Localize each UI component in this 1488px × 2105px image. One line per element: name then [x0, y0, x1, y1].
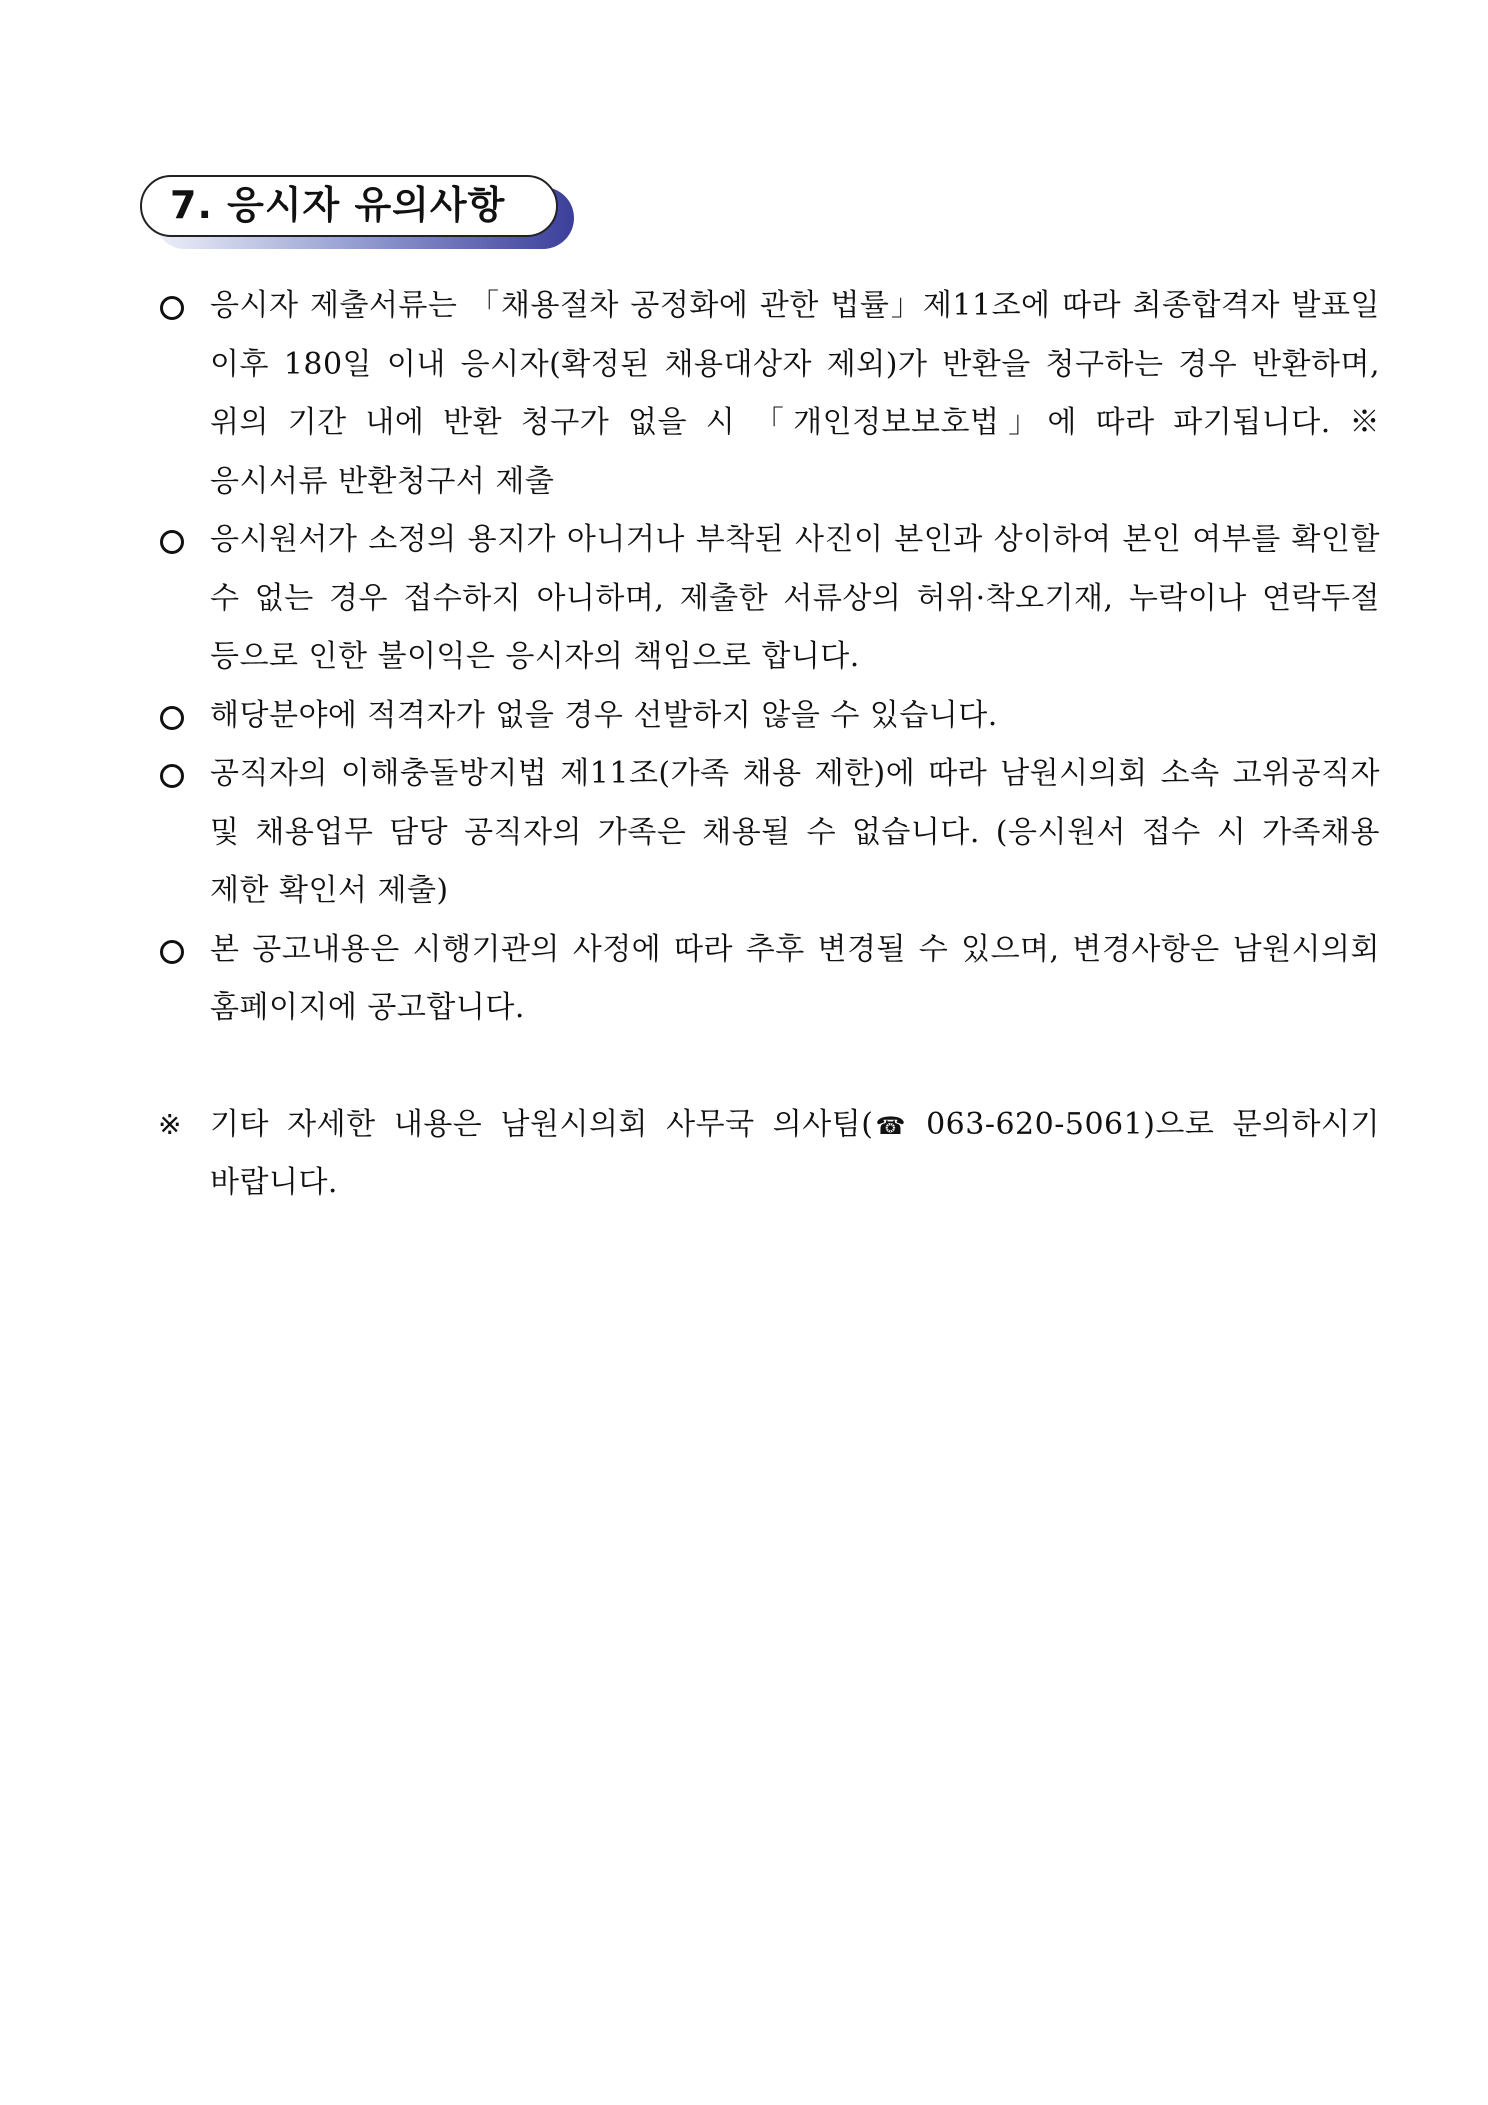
- reference-mark: ※: [158, 1107, 182, 1141]
- notice-list: [158, 277, 1380, 1213]
- circle-bullet-icon: [158, 687, 198, 751]
- list-item: [158, 687, 1380, 746]
- circle-bullet-icon: [158, 277, 198, 341]
- contact-note: [158, 1096, 1380, 1213]
- section-title: 7. 응시자 유의사항: [170, 183, 506, 227]
- list-item-text: 공직자의 이해충돌방지법 제11조(가족 채용 제한)에 따라 남원시의회 소속 고위공직자 및 채용업무 담당 공직자의 가족은 채용될 수 없습니다. (응시원서 접수 시 가족채용 제한 확인서 제출): [210, 756, 1380, 908]
- list-item-text: 해당분야에 적격자가 없을 경우 선발하지 않을 수 있습니다.: [210, 697, 998, 733]
- list-item: [158, 921, 1380, 1038]
- note-text-after: 063-620-5061)으로 문의하시기 바랍니다.: [210, 1106, 1380, 1200]
- circle-bullet-icon: [158, 745, 198, 809]
- note-text-before: 기타 자세한 내용은 남원시의회 사무국 의사팀(: [210, 1106, 874, 1142]
- circle-bullet-icon: [158, 921, 198, 985]
- list-item-text: 본 공고내용은 시행기관의 사정에 따라 추후 변경될 수 있으며, 변경사항은 남원시의회 홈페이지에 공고합니다.: [210, 931, 1380, 1025]
- circle-bullet-icon: [158, 511, 198, 575]
- list-item: [158, 745, 1380, 921]
- list-item-text: 응시원서가 소정의 용지가 아니거나 부착된 사진이 본인과 상이하여 본인 여부를 확인할 수 없는 경우 접수하지 아니하며, 제출한 서류상의 허위·착오기재, 누락이나 연락두절 등으로 인한 불이익은 응시자의 책임으로 합니다.: [210, 522, 1380, 674]
- list-item: [158, 511, 1380, 687]
- telephone-icon: ☎: [875, 1111, 906, 1140]
- list-item: [158, 277, 1380, 511]
- list-item-text: 응시자 제출서류는 「채용절차 공정화에 관한 법률」제11조에 따라 최종합격자 발표일 이후 180일 이내 응시자(확정된 채용대상자 제외)가 반환을 청구하는 경우 반환하며, 위의 기간 내에 반환 청구가 없을 시 「개인정보보호법」에 따라 파기됩니다. ※ 응시서류 반환청구서 제출: [210, 288, 1380, 499]
- section-heading: [140, 175, 580, 255]
